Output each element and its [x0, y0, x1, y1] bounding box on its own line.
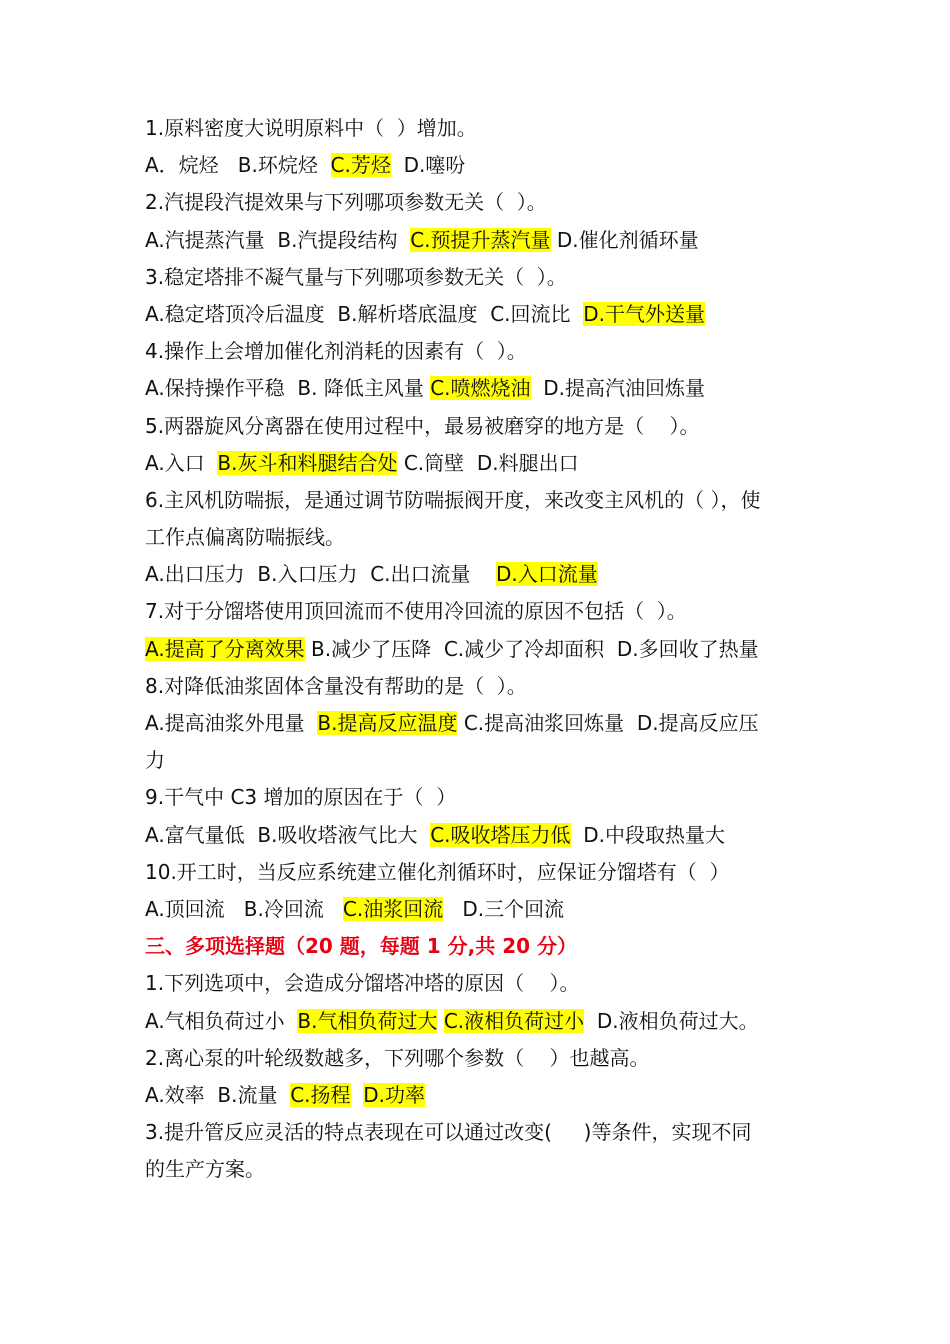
- text-run: 5.两器旋风分离器在使用过程中，最易被磨穿的地方是（ ）。: [145, 413, 700, 438]
- text-run: 2.离心泵的叶轮级数越多，下列哪个参数（ ）也越高。: [145, 1045, 650, 1070]
- q9-question: [145, 779, 825, 816]
- q4-question: [145, 333, 825, 370]
- q6-options: [145, 556, 825, 593]
- q8-options-line2: [145, 742, 825, 779]
- text-run: B.减少了压降 C.减少了冷却面积 D.多回收了热量: [304, 636, 759, 661]
- q3-question: [145, 259, 825, 296]
- q4-options: [145, 370, 825, 407]
- text-run: A.保持操作平稳 B. 降低主风量: [145, 376, 431, 401]
- highlighted-answer: B.灰斗和料腿结合处: [217, 450, 398, 475]
- text-run: 三、多项选择题（20 题，每题 1 分,共 20 分）: [145, 934, 577, 959]
- text-run: A.出口压力 B.入口压力 C.出口流量: [145, 562, 496, 587]
- text-run: A.效率 B.流量: [145, 1082, 291, 1107]
- highlighted-answer: D.功率: [363, 1082, 426, 1107]
- text-run: D.提高汽油回炼量: [530, 376, 706, 401]
- q7-question: [145, 593, 825, 630]
- q5-question: [145, 408, 825, 445]
- text-run: A.气相负荷过小: [145, 1008, 298, 1033]
- q6-question-line2: [145, 519, 825, 556]
- text-run: 8.对降低油浆固体含量没有帮助的是（ ）。: [145, 673, 527, 698]
- q2-question: [145, 184, 825, 221]
- text-run: 1.原料密度大说明原料中（ ）增加。: [145, 116, 477, 140]
- text-run: A．烷烃 B.环烷烃: [145, 153, 331, 178]
- text-run: 力: [145, 748, 165, 773]
- q8-question: [145, 668, 825, 705]
- m3-question-line1: [145, 1114, 825, 1151]
- q2-options: [145, 222, 825, 259]
- text-run: 1.下列选项中，会造成分馏塔冲塔的原因（ ）。: [145, 971, 580, 996]
- text-run: A.顶回流 B.冷回流: [145, 896, 343, 921]
- highlighted-answer: C.喷燃烧油: [430, 376, 531, 401]
- text-run: D.液相负荷过大。: [584, 1008, 759, 1033]
- text-run: 2.汽提段汽提效果与下列哪项参数无关（ ）。: [145, 190, 547, 215]
- highlighted-answer: B.提高反应温度: [317, 711, 458, 735]
- text-run: 9.干气中 C3 增加的原因在于（ ）: [145, 785, 457, 810]
- text-run: 6.主风机防喘振，是通过调节防喘振阀开度，来改变主风机的（ ），使: [145, 487, 761, 512]
- section-heading: [145, 928, 825, 965]
- text-run: 10.开工时，当反应系统建立催化剂循环时，应保证分馏塔有（ ）: [145, 859, 730, 884]
- text-run: C.提高油浆回炼量 D.提高反应压: [457, 711, 759, 735]
- q1-question: [145, 110, 825, 147]
- text-run: [437, 1009, 443, 1033]
- q6-question-line1: [145, 482, 825, 519]
- text-run: 4.操作上会增加催化剂消耗的因素有（ ）。: [145, 339, 527, 364]
- q3-options: [145, 296, 825, 333]
- highlighted-answer: C.吸收塔压力低: [430, 822, 571, 847]
- highlighted-answer: C.扬程: [290, 1082, 351, 1107]
- text-run: 3.稳定塔排不凝气量与下列哪项参数无关（ ）。: [145, 264, 567, 289]
- q8-options-line1: [145, 705, 825, 742]
- q10-question: [145, 854, 825, 891]
- highlighted-answer: C.预提升蒸汽量: [410, 227, 551, 252]
- m2-question: [145, 1040, 825, 1077]
- text-run: C.筒壁 D.料腿出口: [397, 450, 579, 475]
- text-run: A.入口: [145, 450, 218, 475]
- q1-options: [145, 147, 825, 184]
- highlighted-answer: C.液相负荷过小: [443, 1008, 585, 1033]
- q9-options: [145, 817, 825, 854]
- q10-options: [145, 891, 825, 928]
- text-run: A.富气量低 B.吸收塔液气比大: [145, 822, 431, 847]
- m1-options: [145, 1003, 825, 1040]
- m3-question-line2: [145, 1151, 825, 1188]
- text-run: 的生产方案。: [145, 1157, 265, 1182]
- text-run: D.中段取热量大: [570, 822, 726, 847]
- highlighted-answer: A.提高了分离效果: [145, 636, 305, 661]
- highlighted-answer: C.芳烃: [330, 153, 391, 178]
- document-body: [145, 110, 825, 1188]
- text-run: D.噻吩: [390, 153, 466, 178]
- text-run: A.稳定塔顶冷后温度 B.解析塔底温度 C.回流比: [145, 301, 584, 326]
- text-run: 工作点偏离防喘振线。: [145, 525, 345, 550]
- text-run: 3.提升管反应灵活的特点表现在可以通过改变( )等条件，实现不同: [145, 1120, 752, 1145]
- text-run: D.催化剂循环量: [550, 227, 699, 252]
- q5-options: [145, 445, 825, 482]
- text-run: [351, 1083, 364, 1107]
- text-run: A.汽提蒸汽量 B.汽提段结构: [145, 227, 411, 252]
- text-run: D.三个回流: [443, 896, 565, 921]
- text-run: 7.对于分馏塔使用顶回流而不使用冷回流的原因不包括（ ）。: [145, 599, 687, 624]
- highlighted-answer: D.入口流量: [495, 562, 598, 587]
- m1-question: [145, 965, 825, 1002]
- m2-options: [145, 1077, 825, 1114]
- highlighted-answer: B.气相负荷过大: [297, 1008, 438, 1033]
- q7-options: [145, 631, 825, 668]
- text-run: A.提高油浆外甩量: [145, 711, 318, 735]
- highlighted-answer: D.干气外送量: [583, 301, 705, 326]
- highlighted-answer: C.油浆回流: [342, 896, 444, 921]
